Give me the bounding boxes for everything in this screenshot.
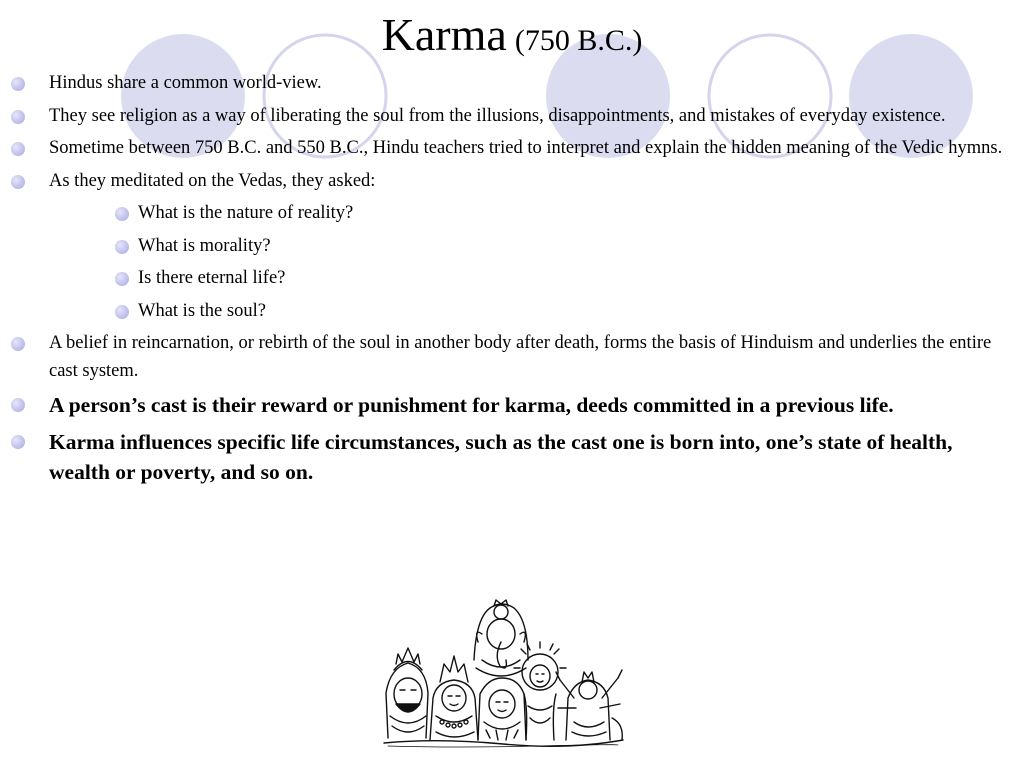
sub-bullet-item [0, 265, 1024, 293]
bullet-text: As they meditated on the Vedas, they asked: [49, 170, 376, 191]
sub-bullet-item [0, 233, 1024, 261]
bullet-dot-icon [11, 77, 25, 91]
bullet-item [0, 135, 1024, 163]
bold-bullet-text: A person’s cast is their reward or punishment for karma, deeds committed in a previous life. [49, 393, 894, 417]
bold-bullet-text: Karma influences specific life circumstances, such as the cast one is born into, one’s state of health, wealth or poverty, and so on. [49, 429, 953, 484]
bullet-dot-icon [11, 398, 25, 412]
bullet-dot-icon [11, 175, 25, 189]
bold-bullet-item [0, 427, 1024, 488]
sub-bullet-text: What is the soul? [138, 300, 266, 321]
bullet-dot-icon [11, 142, 25, 156]
bullet-dot-icon [115, 207, 129, 221]
sub-bullet-text: What is morality? [138, 235, 271, 256]
bullet-dot-icon [115, 305, 129, 319]
bullet-dot-icon [115, 272, 129, 286]
bullet-text: A belief in reincarnation, or rebirth of the soul in another body after death, forms the basis of Hinduism and underlies the entire cast system. [49, 333, 992, 381]
title-date: (750 B.C.) [514, 24, 643, 57]
sub-bullet-item [0, 200, 1024, 228]
hindu-deities-illustration [378, 598, 628, 748]
sub-bullet-text: What is the nature of reality? [138, 203, 354, 223]
bullet-item [0, 330, 1024, 385]
bullet-list [0, 70, 1024, 494]
bullet-dot-icon [11, 337, 25, 351]
bullet-dot-icon [11, 110, 25, 124]
sub-bullet-text: Is there eternal life? [138, 268, 286, 288]
sub-bullet-item [0, 298, 1024, 326]
bullet-dot-icon [115, 240, 129, 254]
bullet-text: They see religion as a way of liberating the soul from the illusions, disappointments, and mistakes of everyday existence. [49, 105, 946, 126]
bullet-item [0, 103, 1024, 131]
bold-bullet-item [0, 390, 1024, 421]
bullet-text: Sometime between 750 B.C. and 550 B.C., Hindu teachers tried to interpret and explain the hidden meaning of the Vedic hymns. [49, 138, 1003, 158]
bullet-item [0, 168, 1024, 196]
bullet-item [0, 70, 1024, 98]
bullet-text: Hindus share a common world-view. [49, 73, 322, 93]
bullet-dot-icon [11, 435, 25, 449]
title-text: Karma [381, 9, 507, 60]
slide-title [0, 8, 1024, 61]
